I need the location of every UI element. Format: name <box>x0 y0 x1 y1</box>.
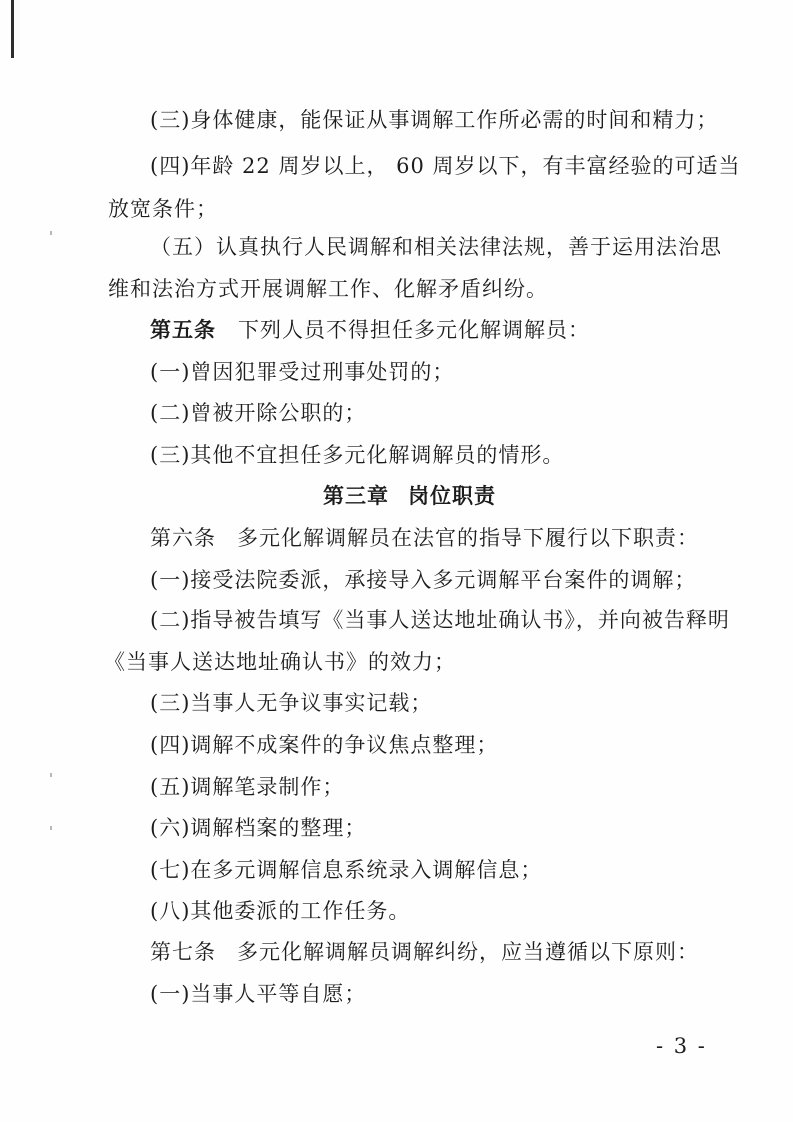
article6-item-2-continued: 《当事人送达地址确认书》的效力； <box>104 650 456 674</box>
scan-speck <box>50 826 52 830</box>
chapter-number: 第三章 <box>323 484 389 508</box>
scan-edge-line <box>11 0 14 58</box>
article5-text: 下列人员不得担任多元化解调解员： <box>238 318 590 342</box>
qualification-item-5: （五）认真执行人民调解和相关法律法规，善于运用法治思 <box>150 235 722 259</box>
article6-text: 多元化解调解员在法官的指导下履行以下职责： <box>237 526 699 550</box>
article6-item-6: (六)调解档案的整理； <box>150 816 367 840</box>
article6-label: 第六条 <box>150 526 216 550</box>
article6-item-2: (二)指导被告填写《当事人送达地址确认书》，并向被告释明 <box>150 608 730 632</box>
article6-item-8: (八)其他委派的工作任务。 <box>150 899 411 923</box>
article7-item-1: (一)当事人平等自愿； <box>150 982 367 1006</box>
qualification-item-4: (四)年龄 22 周岁以上， 60 周岁以下，有丰富经验的可适当 <box>150 154 741 178</box>
chapter-title: 岗位职责 <box>408 484 496 508</box>
article7-text: 多元化解调解员调解纠纷，应当遵循以下原则： <box>237 940 699 964</box>
article7-label: 第七条 <box>150 940 216 964</box>
article6-item-5: (五)调解笔录制作； <box>150 775 345 799</box>
article5-label: 第五条 <box>150 317 216 342</box>
qualification-item-5-continued: 维和法治方式开展调解工作、化解矛盾纠纷。 <box>108 277 548 301</box>
scan-speck <box>50 773 52 777</box>
qualification-item-3: (三)身体健康，能保证从事调解工作所必需的时间和精力； <box>150 108 719 132</box>
article5-item-1: (一)曾因犯罪受过刑事处罚的； <box>150 360 455 384</box>
page-number: - 3 - <box>656 1034 707 1058</box>
article6-item-4: (四)调解不成案件的争议焦点整理； <box>150 733 499 757</box>
scan-speck <box>50 231 52 235</box>
article5-item-3: (三)其他不宜担任多元化解调解员的情形。 <box>150 443 565 467</box>
article5-item-2: (二)曾被开除公职的； <box>150 401 367 425</box>
article6-item-1: (一)接受法院委派，承接导入多元调解平台案件的调解； <box>150 568 697 592</box>
qualification-item-4-continued: 放宽条件； <box>108 197 218 221</box>
article6-item-7: (七)在多元调解信息系统录入调解信息； <box>150 858 543 882</box>
article6-item-3: (三)当事人无争议事实记载； <box>150 691 433 715</box>
